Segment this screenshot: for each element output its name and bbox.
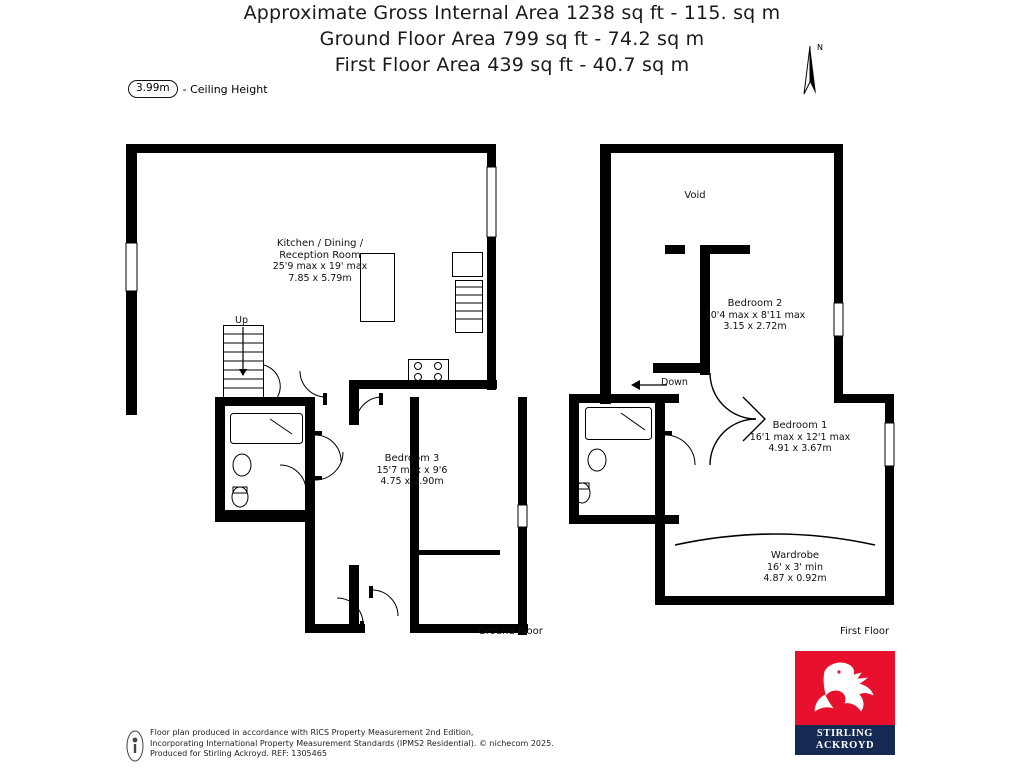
stirling-ackroyd-logo [795, 651, 895, 755]
page-title [0, 0, 1024, 78]
footer-line-1: Floor plan produced in accordance with RICS Property Measurement 2nd Edition, [150, 728, 474, 737]
measurement-standard-icon [126, 730, 144, 766]
first-stairs-direction-label: Down [661, 377, 688, 388]
svg-text:N: N [817, 43, 823, 52]
footer-disclaimer [150, 728, 554, 760]
kitchen-dim-imperial: 25'9 max x 19' max [272, 261, 368, 272]
bedroom2-dim-metric: 3.15 x 2.72m [723, 321, 787, 332]
bedroom2-dim-imperial: 10'4 max x 8'11 max [704, 309, 806, 321]
ceiling-height-key [128, 80, 268, 98]
void-label [655, 190, 735, 202]
compass-icon [780, 42, 840, 102]
ground-floor-drawing [120, 135, 550, 645]
ceiling-height-label: - Ceiling Height [182, 82, 268, 96]
title-line-ground-area: Ground Floor Area 799 sq ft - 74.2 sq m [319, 28, 705, 50]
wardrobe-dim-imperial: 16' x 3' min [767, 561, 823, 573]
ceiling-height-value: 3.99m [128, 80, 178, 98]
logo-line-2: ACKROYD [815, 740, 875, 751]
bedroom3-dim-imperial: 15'7 max x 9'6 [376, 464, 448, 476]
bedroom3-name: Bedroom 3 [384, 453, 440, 464]
wardrobe-name: Wardrobe [770, 550, 820, 561]
footer-line-3: Produced for Stirling Ackroyd. REF: 1305465 [150, 749, 327, 758]
title-line-gross-area: Approximate Gross Internal Area 1238 sq ft - 115. sq m [243, 2, 781, 24]
bedroom1-dim-imperial: 16'1 max x 12'1 max [749, 431, 851, 443]
room-label-bedroom-1 [710, 420, 890, 455]
ground-floor-plan [120, 135, 550, 645]
ground-floor-caption: Ground Floor [478, 626, 543, 637]
first-floor-caption: First Floor [840, 626, 890, 637]
room-label-bedroom-2 [665, 298, 845, 333]
bedroom2-name: Bedroom 2 [727, 298, 783, 309]
ground-stairs-direction-label: Up [235, 315, 248, 326]
room-label-kitchen-dining-reception [195, 238, 445, 284]
kitchen-name-line1: Kitchen / Dining / [276, 238, 364, 249]
kitchen-dim-metric: 7.85 x 5.79m [288, 272, 352, 284]
wardrobe-dim-metric: 4.87 x 0.92m [763, 573, 827, 584]
logo-griffin-icon [795, 651, 895, 725]
void-text: Void [684, 190, 706, 201]
logo-wordmark [795, 725, 895, 755]
bedroom1-dim-metric: 4.91 x 3.67m [768, 443, 832, 454]
kitchen-name-line2: Reception Room [279, 249, 361, 261]
footer-line-2: Incorporating International Property Measurement Standards (IPMS2 Residential). © nichecom 2025. [150, 738, 554, 748]
first-floor-plan [555, 135, 935, 645]
room-label-bedroom-3 [347, 453, 477, 488]
room-label-wardrobe [705, 550, 885, 585]
title-line-first-area: First Floor Area 439 sq ft - 40.7 sq m [334, 54, 690, 76]
bedroom1-name: Bedroom 1 [772, 420, 828, 431]
logo-line-1: STIRLING [816, 728, 874, 739]
bedroom3-dim-metric: 4.75 x 2.90m [380, 476, 444, 487]
